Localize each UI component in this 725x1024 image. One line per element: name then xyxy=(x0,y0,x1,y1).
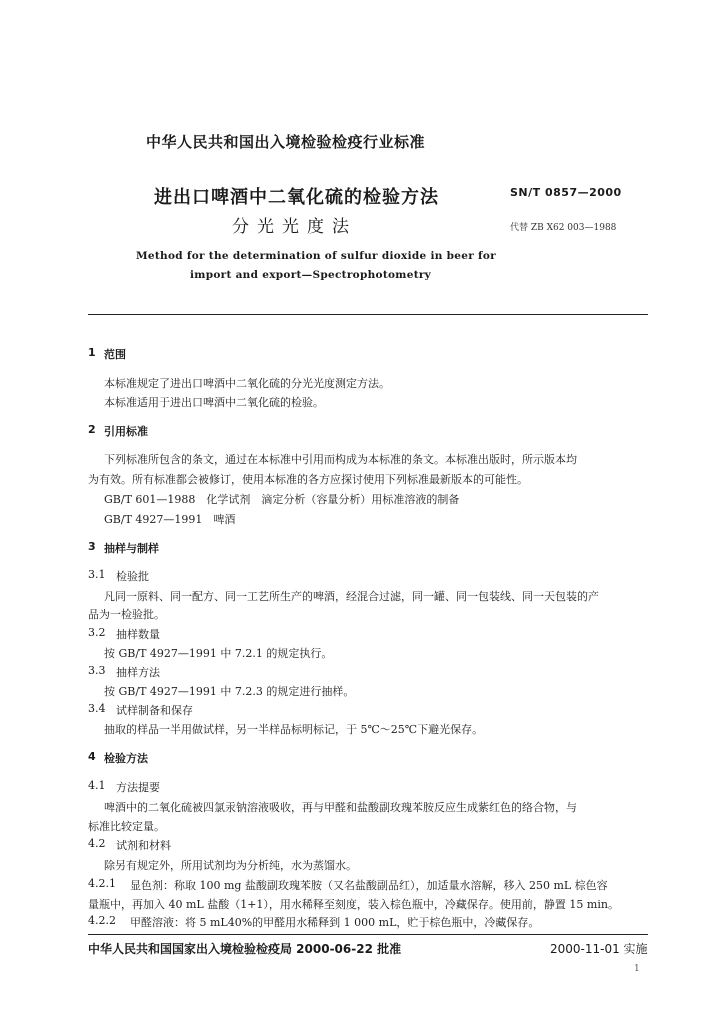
footer-divider xyxy=(88,934,648,935)
paragraph: 除另有规定外，所用试剂均为分析纯，水为蒸馏水。 xyxy=(104,859,357,872)
paragraph: 标准比较定量。 xyxy=(88,820,165,833)
section-1-number: 1 xyxy=(88,346,96,359)
section-3-title: 抽样与制样 xyxy=(104,542,159,555)
subsection-title: 检验批 xyxy=(116,570,149,583)
paragraph: 抽取的样品一半用做试样，另一半样品标明标记，于 5℃～25℃下避光保存。 xyxy=(104,723,484,736)
approval-statement: 中华人民共和国国家出入境检验检疫局 2000-06-22 批准 xyxy=(88,942,402,956)
subsection-number: 3.4 xyxy=(88,702,106,715)
subsection-title: 方法提要 xyxy=(116,781,160,794)
paragraph: 品为一检验批。 xyxy=(88,608,165,621)
subsection-number: 3.2 xyxy=(88,626,106,639)
paragraph: 本标准规定了进出口啤酒中二氧化硫的分光光度测定方法。 xyxy=(104,377,390,390)
paragraph: 啤酒中的二氧化硫被四氯汞钠溶液吸收，再与甲醛和盐酸副玫瑰苯胺反应生成紫红色的络合物，与 xyxy=(104,801,577,814)
title-chinese-main: 进出口啤酒中二氧化硫的检验方法 xyxy=(154,187,439,208)
paragraph: 按 GB/T 4927—1991 中 7.2.3 的规定进行抽样。 xyxy=(104,685,355,698)
issuing-agency-header: 中华人民共和国出入境检验检疫行业标准 xyxy=(146,133,426,151)
subsection-title: 试剂和材料 xyxy=(116,839,171,852)
reference-item: GB/T 4927—1991 啤酒 xyxy=(104,513,236,526)
section-2-number: 2 xyxy=(88,423,96,436)
paragraph: 凡同一原料、同一配方、同一工艺所生产的啤酒，经混合过滤，同一罐、同一包装线、同一天包装的产 xyxy=(104,590,599,603)
section-4-title: 检验方法 xyxy=(104,752,148,765)
title-chinese-sub: 分光光度法 xyxy=(232,217,357,237)
subsection-title: 抽样方法 xyxy=(116,666,160,679)
header-divider xyxy=(88,314,648,315)
subsection-title: 抽样数量 xyxy=(116,628,160,641)
page-number: 1 xyxy=(634,964,640,974)
section-3-number: 3 xyxy=(88,540,96,553)
paragraph: 显色剂：称取 100 mg 盐酸副玫瑰苯胺（又名盐酸副品红），加适量水溶解，移入 250 mL 棕色容 xyxy=(130,879,608,892)
title-english-line2: import and export—Spectrophotometry xyxy=(190,269,432,281)
subsection-number: 3.3 xyxy=(88,664,106,677)
section-1-title: 范围 xyxy=(104,348,126,361)
standard-number: SN/T 0857—2000 xyxy=(510,186,622,199)
implementation-date: 2000-11-01 实施 xyxy=(550,942,648,956)
subsection-number: 4.2.1 xyxy=(88,877,116,890)
subsection-number: 4.2.2 xyxy=(88,914,116,927)
subsection-title: 试样制备和保存 xyxy=(116,704,193,717)
subsection-number: 4.2 xyxy=(88,837,106,850)
section-4-number: 4 xyxy=(88,750,96,763)
subsection-number: 3.1 xyxy=(88,568,106,581)
paragraph: 为有效。所有标准都会被修订，使用本标准的各方应探讨使用下列标准最新版本的可能性。 xyxy=(88,473,528,486)
paragraph: 下列标准所包含的条文，通过在本标准中引用而构成为本标准的条文。本标准出版时，所示版本均 xyxy=(104,453,577,466)
reference-item: GB/T 601—1988 化学试剂 滴定分析（容量分析）用标准溶液的制备 xyxy=(104,493,460,506)
title-english-line1: Method for the determination of sulfur dioxide in beer for xyxy=(136,250,496,262)
section-2-title: 引用标准 xyxy=(104,425,148,438)
subsection-number: 4.1 xyxy=(88,779,106,792)
paragraph: 甲醛溶液：将 5 mL40%的甲醛用水稀释到 1 000 mL，贮于棕色瓶中，冷藏保存。 xyxy=(130,916,540,929)
replaces-standard: 代替 ZB X62 003—1988 xyxy=(510,223,617,233)
paragraph: 量瓶中，再加入 40 mL 盐酸（1+1），用水稀释至刻度，装入棕色瓶中，冷藏保存。使用前，静置 15 min。 xyxy=(88,898,619,911)
paragraph: 本标准适用于进出口啤酒中二氧化硫的检验。 xyxy=(104,396,324,409)
paragraph: 按 GB/T 4927—1991 中 7.2.1 的规定执行。 xyxy=(104,647,333,660)
